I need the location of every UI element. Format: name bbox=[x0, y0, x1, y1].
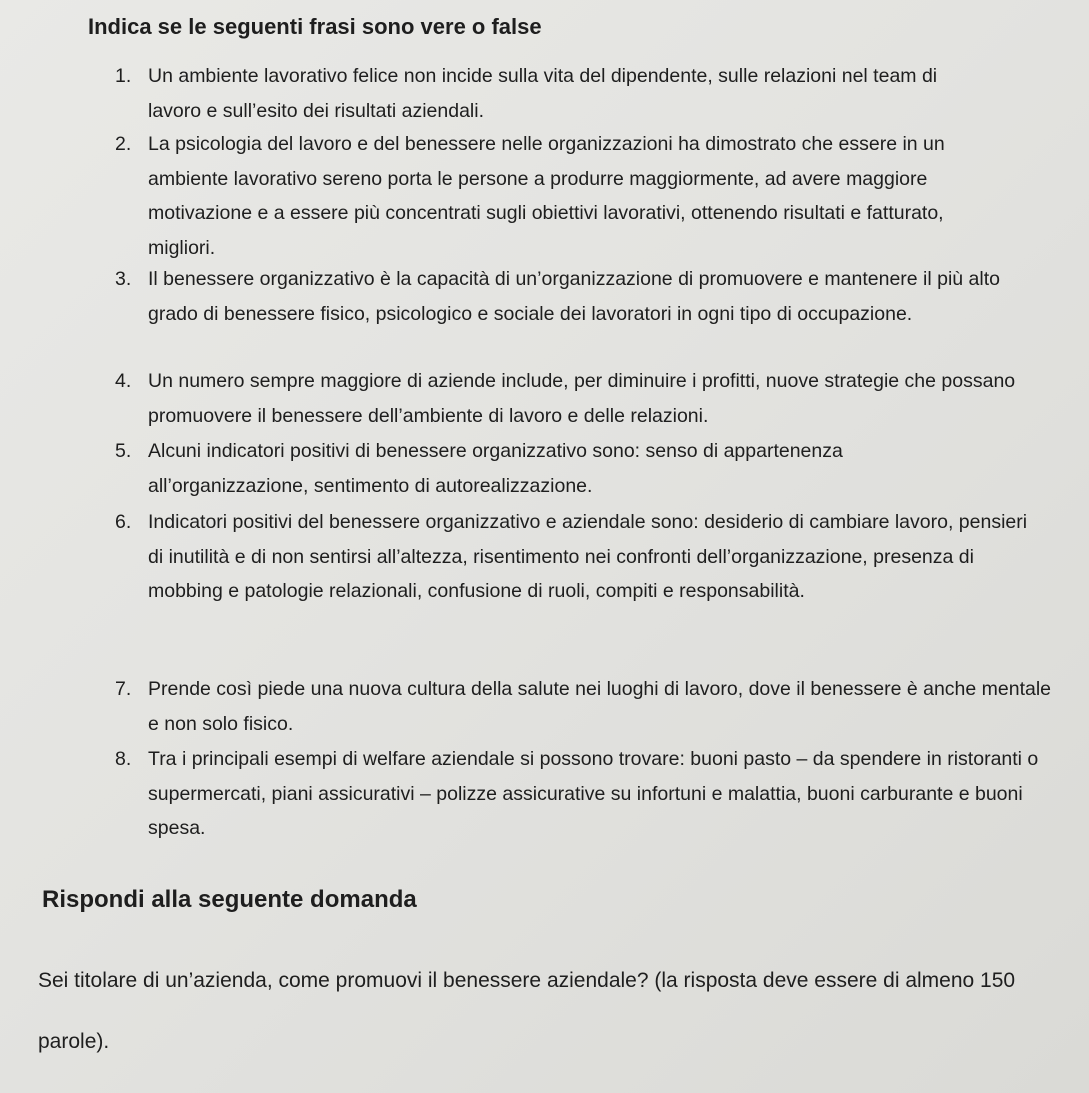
statement-number: 8. bbox=[115, 748, 132, 770]
statement-text: Tra i principali esempi di welfare aziendale si possono trovare: buoni pasto – da spendere in ristoranti o supermercati, piani assicurativi – polizze assicurative su infortuni e malattia, buoni carburante e buoni spesa. bbox=[148, 748, 1039, 839]
statement-item bbox=[115, 364, 1035, 433]
statement-item bbox=[115, 434, 965, 503]
statement-number: 4. bbox=[115, 370, 132, 392]
statement-item bbox=[115, 505, 1035, 609]
statement-text: Indicatori positivi del benessere organizzativo e aziendale sono: desiderio di cambiare lavoro, pensieri di inutilità e di non sentirsi all’altezza, risentimento nei confronti dell’organizzazione, presenza di mobbing e patologie relazionali, confusione di ruoli, compiti e responsabilità. bbox=[148, 511, 1028, 602]
statement-item bbox=[115, 262, 1040, 331]
statement-number: 3. bbox=[115, 268, 132, 290]
open-question-prompt: Sei titolare di un’azienda, come promuovi il benessere aziendale? (la risposta deve essere di almeno 150 parole). bbox=[38, 969, 1016, 1053]
statement-number: 6. bbox=[115, 511, 132, 533]
statement-text: Il benessere organizzativo è la capacità di un’organizzazione di promuovere e mantenere il più alto grado di benessere fisico, psicologico e sociale dei lavoratori in ogni tipo di occupazione. bbox=[148, 268, 1001, 325]
true-false-heading: Indica se le seguenti frasi sono vere o false bbox=[88, 14, 542, 39]
statement-text: Un numero sempre maggiore di aziende include, per diminuire i profitti, nuove strategie che possano promuovere il benessere dell’ambiente di lavoro e delle relazioni. bbox=[148, 370, 1016, 427]
statement-item bbox=[115, 742, 1055, 846]
statement-item bbox=[115, 127, 1015, 265]
statement-number: 1. bbox=[115, 65, 132, 87]
statement-number: 5. bbox=[115, 440, 132, 462]
statement-text: Alcuni indicatori positivi di benessere organizzativo sono: senso di appartenenza all’organizzazione, sentimento di autorealizzazione. bbox=[148, 440, 843, 497]
statement-text: La psicologia del lavoro e del benessere nelle organizzazioni ha dimostrato che essere in un ambiente lavorativo sereno porta le persone a produrre maggiormente, ad avere maggiore motivazione e a essere più concentrati sugli obiettivi lavorativi, ottenendo risultati e fatturato, migliori. bbox=[148, 133, 945, 259]
statement-text: Un ambiente lavorativo felice non incide sulla vita del dipendente, sulle relazioni nel team di lavoro e sull’esito dei risultati aziendali. bbox=[148, 65, 938, 122]
statement-item bbox=[115, 672, 1055, 741]
statement-item bbox=[115, 59, 965, 128]
statement-number: 2. bbox=[115, 133, 132, 155]
statement-number: 7. bbox=[115, 678, 132, 700]
open-question-heading: Rispondi alla seguente domanda bbox=[42, 886, 417, 913]
statement-text: Prende così piede una nuova cultura della salute nei luoghi di lavoro, dove il benessere è anche mentale e non solo fisico. bbox=[148, 678, 1052, 735]
